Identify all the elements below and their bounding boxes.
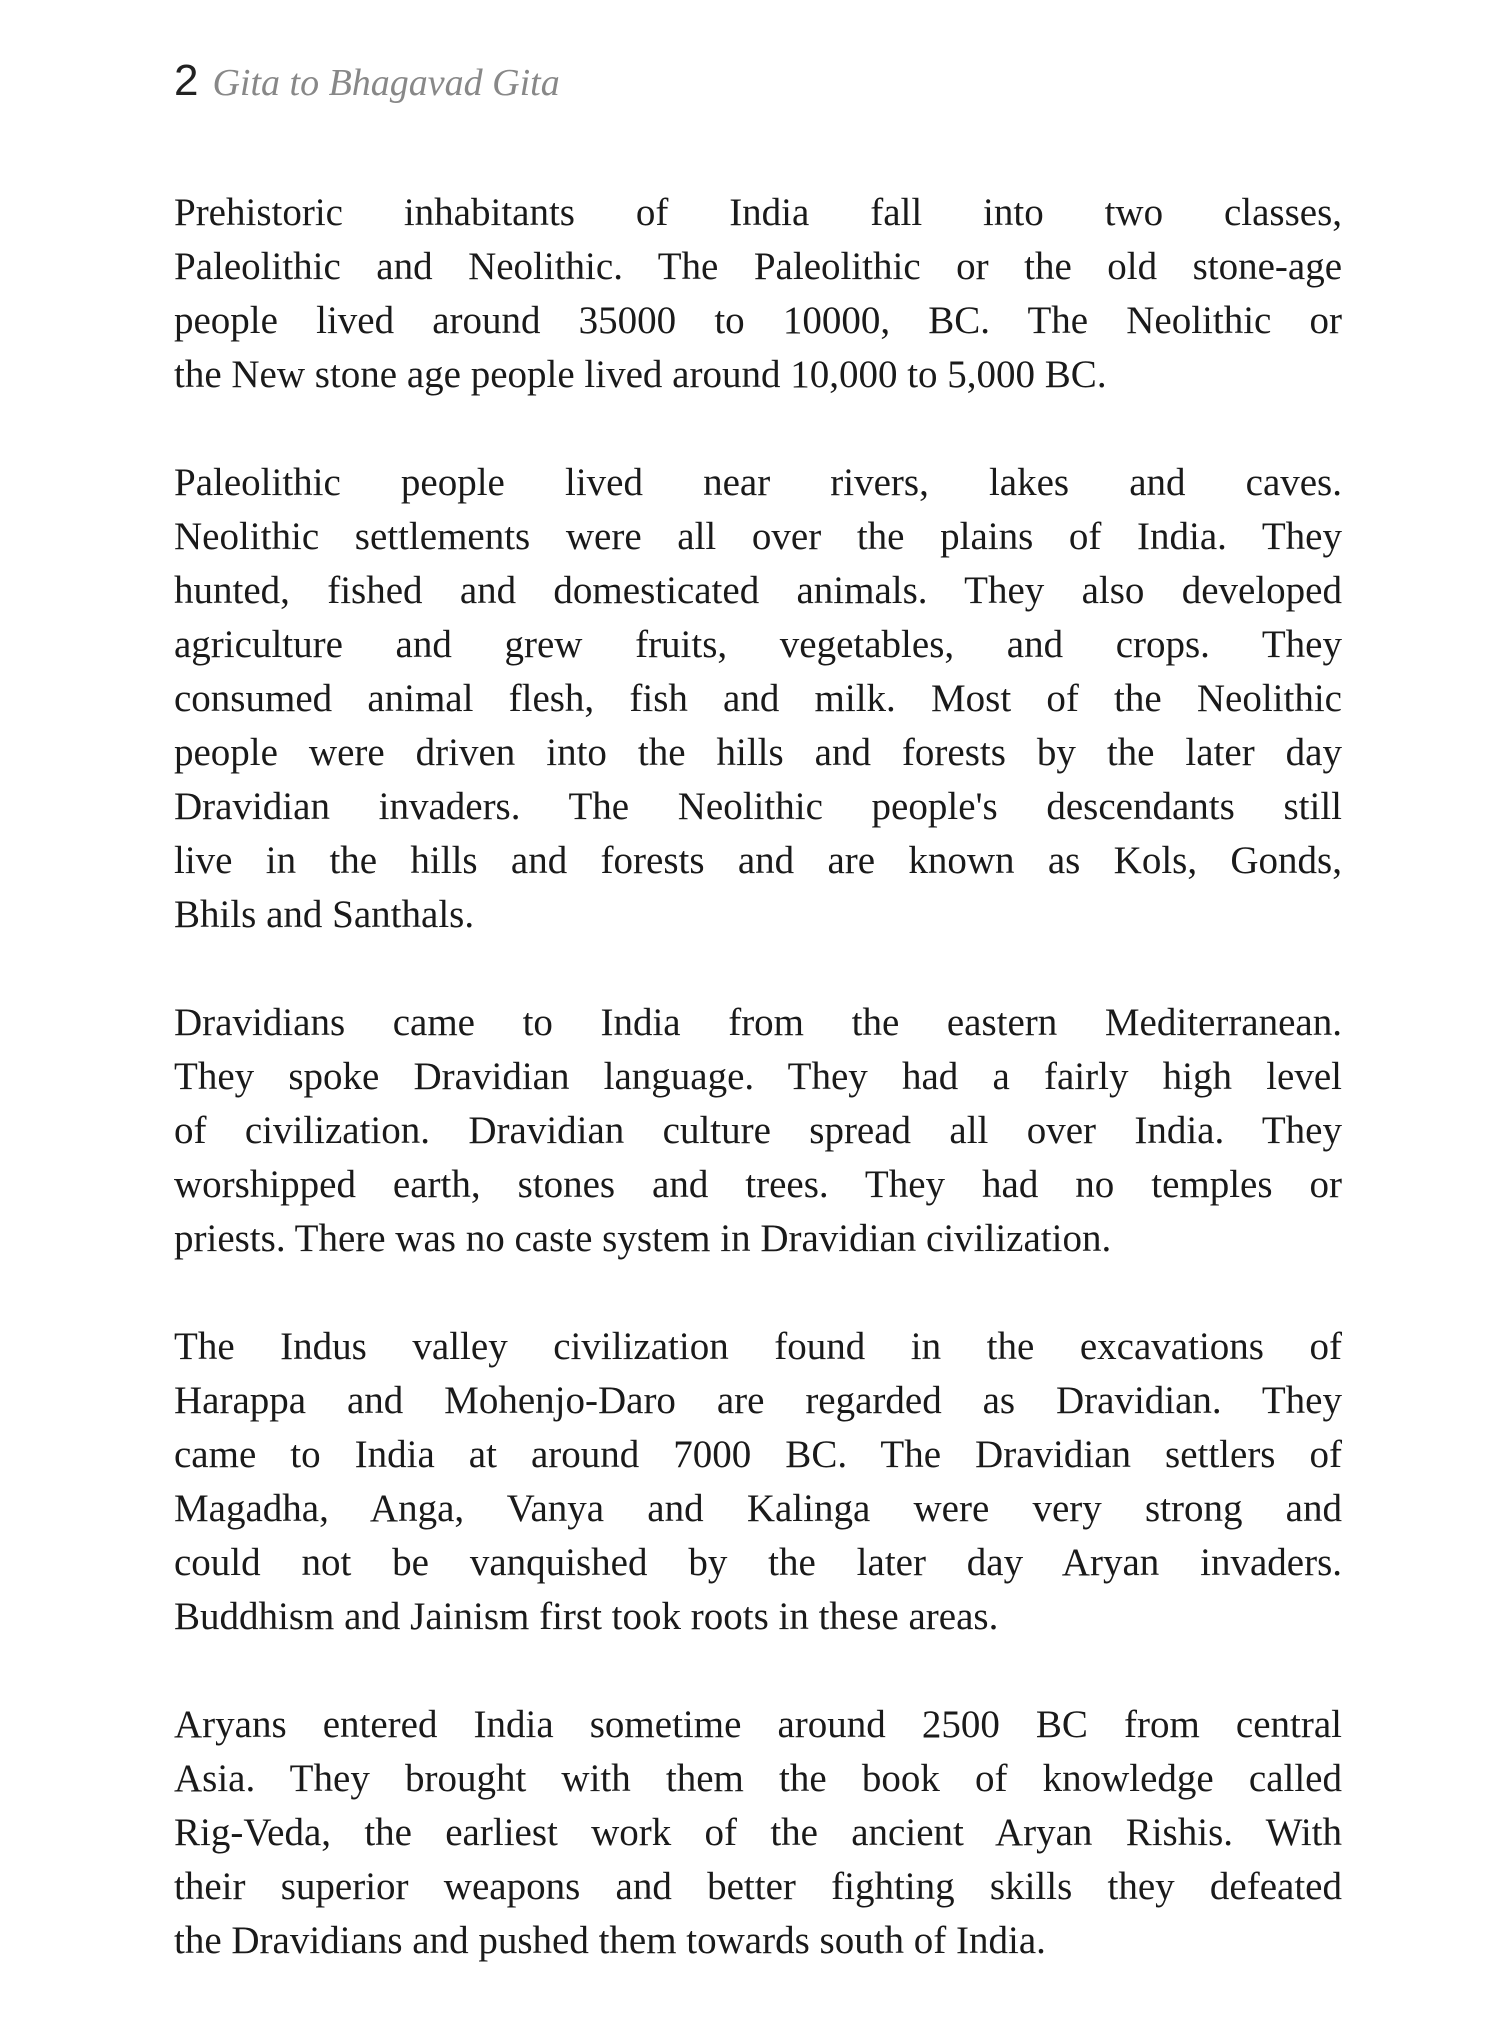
text-line: Dravidians came to India from the eastern Mediterranean. xyxy=(174,1001,1342,1044)
text-line: Asia. They brought with them the book of knowledge called xyxy=(174,1757,1342,1800)
paragraph xyxy=(174,186,1342,402)
text-line: Buddhism and Jainism first took roots in these areas. xyxy=(174,1595,999,1638)
text-line: live in the hills and forests and are known as Kols, Gonds, xyxy=(174,839,1342,882)
text-line: came to India at around 7000 BC. The Dravidian settlers of xyxy=(174,1433,1342,1476)
text-line: Paleolithic and Neolithic. The Paleolithic or the old stone-age xyxy=(174,245,1342,288)
text-line: They spoke Dravidian language. They had a fairly high level xyxy=(174,1055,1342,1098)
text-line: Rig-Veda, the earliest work of the ancient Aryan Rishis. With xyxy=(174,1811,1342,1854)
text-line: hunted, fished and domesticated animals. They also developed xyxy=(174,569,1342,612)
text-line: the New stone age people lived around 10,000 to 5,000 BC. xyxy=(174,353,1107,396)
text-line: the Dravidians and pushed them towards south of India. xyxy=(174,1919,1046,1962)
text-line: could not be vanquished by the later day Aryan invaders. xyxy=(174,1541,1342,1584)
text-line: agriculture and grew fruits, vegetables, and crops. They xyxy=(174,623,1342,666)
text-line: people were driven into the hills and forests by the later day xyxy=(174,731,1342,774)
paragraph xyxy=(174,456,1342,942)
page-body xyxy=(174,186,1342,2022)
text-line: The Indus valley civilization found in the excavations of xyxy=(174,1325,1342,1368)
text-line: Bhils and Santhals. xyxy=(174,893,475,936)
paragraph xyxy=(174,1698,1342,1968)
text-line: Dravidian invaders. The Neolithic people's descendants still xyxy=(174,785,1342,828)
running-header xyxy=(174,56,560,106)
text-line: Magadha, Anga, Vanya and Kalinga were very strong and xyxy=(174,1487,1342,1530)
text-line: of civilization. Dravidian culture spread all over India. They xyxy=(174,1109,1342,1152)
text-line: Neolithic settlements were all over the plains of India. They xyxy=(174,515,1342,558)
text-line: their superior weapons and better fighting skills they defeated xyxy=(174,1865,1342,1908)
paragraph xyxy=(174,996,1342,1266)
text-line: people lived around 35000 to 10000, BC. The Neolithic or xyxy=(174,299,1342,342)
running-title: Gita to Bhagavad Gita xyxy=(212,62,560,104)
text-line: worshipped earth, stones and trees. They had no temples or xyxy=(174,1163,1342,1206)
text-line: Harappa and Mohenjo-Daro are regarded as Dravidian. They xyxy=(174,1379,1342,1422)
page-number: 2 xyxy=(174,56,199,105)
text-line: Aryans entered India sometime around 2500 BC from central xyxy=(174,1703,1342,1746)
paragraph xyxy=(174,1320,1342,1644)
text-line: consumed animal flesh, fish and milk. Most of the Neolithic xyxy=(174,677,1342,720)
text-line: Prehistoric inhabitants of India fall into two classes, xyxy=(174,191,1342,234)
text-line: priests. There was no caste system in Dravidian civilization. xyxy=(174,1217,1112,1260)
text-line: Paleolithic people lived near rivers, lakes and caves. xyxy=(174,461,1342,504)
